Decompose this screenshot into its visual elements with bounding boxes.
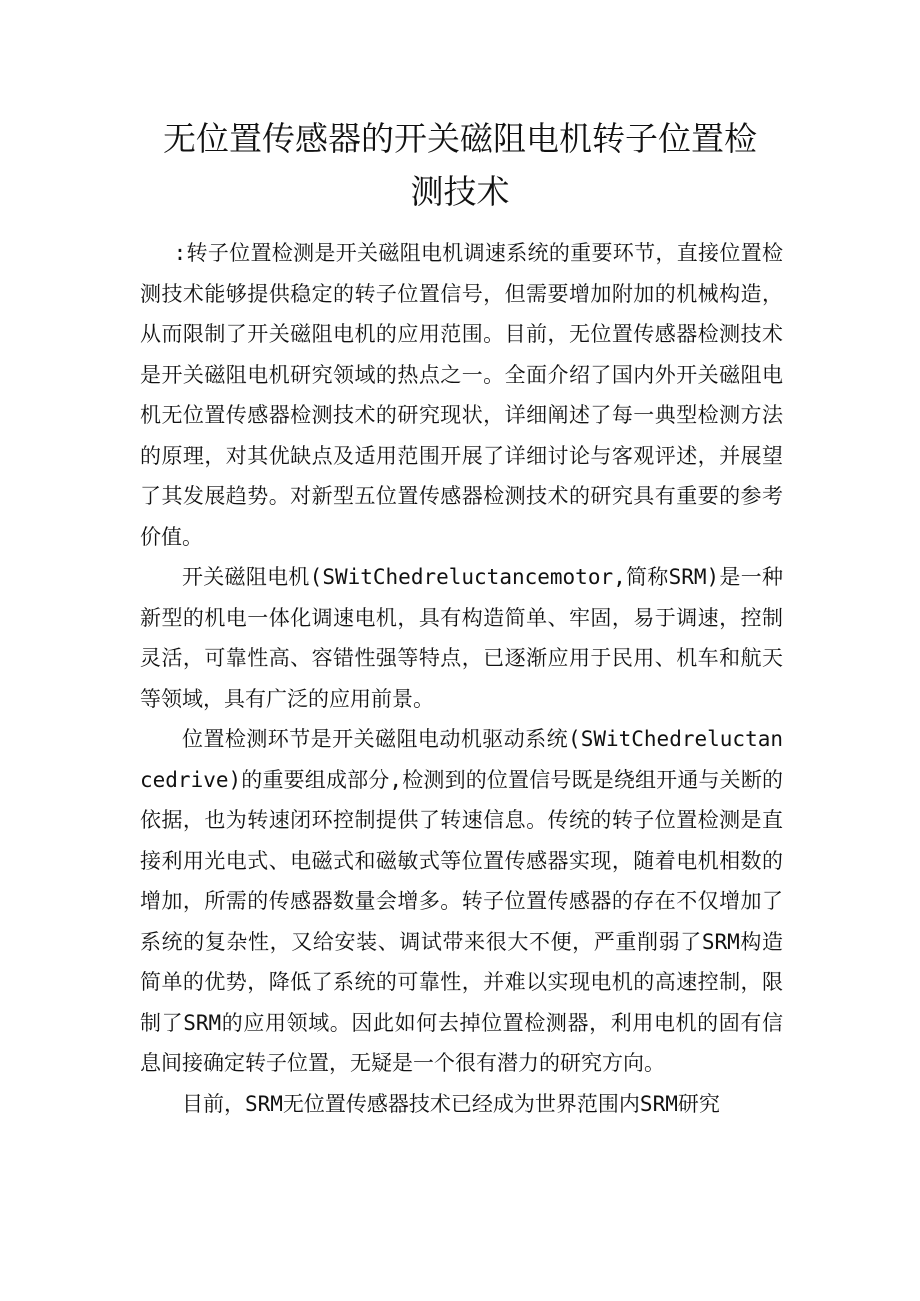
document-title: 无位置传感器的开关磁阻电机转子位置检测技术 bbox=[163, 119, 757, 211]
srm-intro-paragraph: 开关磁阻电机(SWitChedreluctancemotor,简称SRM)是一种新型的机电一体化调速电机，具有构造简单、牢固，易于调速，控制灵活，可靠性高、容错性强等特点，已逐渐应用于民用、机车和航天等领域，具有广泛的应用前景。 bbox=[140, 565, 783, 711]
document-body bbox=[140, 233, 783, 1124]
position-detection-paragraph: 位置检测环节是开关磁阻电动机驱动系统(SWitChedreluctancedrive)的重要组成部分,检测到的位置信号既是绕组开通与关断的依据，也为转速闭环控制提供了转速信息。传统的转子位置检测是直接利用光电式、电磁式和磁敏式等位置传感器实现，随着电机相数的增加，所需的传感器数量会增多。转子位置传感器的存在不仅增加了系统的复杂性，又给安装、调试带来很大不便，严重削弱了SRM构造简单的优势，降低了系统的可靠性，并难以实现电机的高速控制，限制了SRM的应用领域。因此如何去掉位置检测器，利用电机的固有信息间接确定转子位置，无疑是一个很有潜力的研究方向。 bbox=[140, 727, 783, 1075]
abstract-paragraph: :转子位置检测是开关磁阻电机调速系统的重要环节，直接位置检测技术能够提供稳定的转子位置信号，但需要增加附加的机械构造，从而限制了开关磁阻电机的应用范围。目前，无位置传感器检测技术是开关磁阻电机研究领域的热点之一。全面介绍了国内外开关磁阻电机无位置传感器检测技术的研究现状，详细阐述了每一典型检测方法的原理，对其优缺点及适用范围开展了详细讨论与客观评述，并展望了其发展趋势。对新型五位置传感器检测技术的研究具有重要的参考价值。 bbox=[140, 241, 783, 549]
research-status-paragraph: 目前，SRM无位置传感器技术已经成为世界范围内SRM研究 bbox=[182, 1091, 720, 1116]
